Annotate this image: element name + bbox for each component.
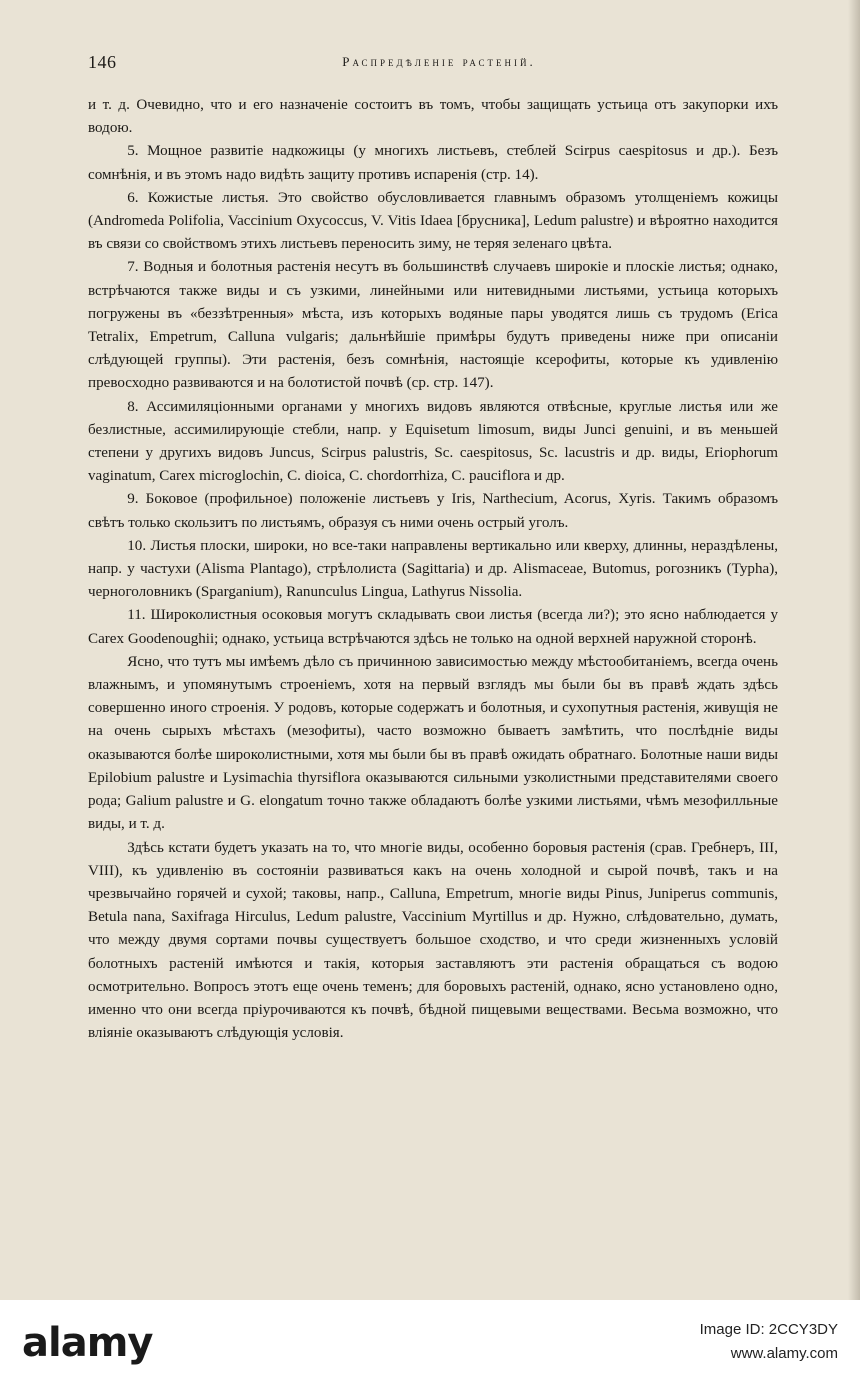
- paragraph-item-9: 9. Боковое (профильное) положеніе листьевъ у Iris, Narthecium, Acorus, Xyris. Такимъ образомъ свѣтъ только скользитъ по листьямъ, образуя съ ними очень острый уголъ.: [88, 491, 779, 531]
- stock-footer: [0, 1300, 860, 1390]
- body-text: [88, 94, 778, 1045]
- page-number: 146: [88, 52, 117, 72]
- alamy-logo: alamy: [22, 1320, 153, 1366]
- paragraph-item-7: 7. Водныя и болотныя растенія несутъ въ большинствѣ случаевъ широкіе и плоскіе листья; однако, встрѣчаются также виды и съ узкими, линейными или нитевидными листьями, устьица которыхъ погружены въ «беззѣтренныя» мѣста, изъ которыхъ водяные пары уводятся лишь съ трудомъ (Erica Tetralix, Empetrum, Calluna vulgaris; дальнѣйшіе примѣры будутъ приведены ниже при описаніи слѣдующей группы). Эти растенія, безъ сомнѣнія, настоящіе ксерофиты, которые къ удивленію превосходно развиваются и на болотистой почвѣ (ср. стр. 147).: [88, 259, 778, 392]
- page-header: [88, 52, 790, 76]
- running-head: Распредѣленіе растеній.: [342, 54, 536, 69]
- paragraph-continuation: и т. д. Очевидно, что и его назначеніе состоитъ въ томъ, чтобы защищать устьица отъ закупорки ихъ водою.: [88, 97, 778, 137]
- paragraph-item-8: 8. Ассимиляціонными органами у многихъ видовъ являются отвѣсные, круглые листья или же безлистные, ассимилирующіе стебли, напр. у Equisetum limosum, виды Junci genuini, и въ меньшей степени у другихъ видовъ Juncus, Scirpus palustris, Sc. caespitosus, Sc. lacustris и др. виды, Eriophorum vaginatum, Carex microglochin, C. dioica, C. chordorrhiza, C. pauciflora и др.: [88, 398, 778, 485]
- paragraph-boreal-plants: Здѣсь кстати будетъ указать на то, что многіе виды, особенно боровыя растенія (срав. Гребнеръ, III, VIII), къ удивленію въ состояніи развиваться какъ на очень холодной и сырой почвѣ, такъ и на чрезвычайно горячей и сухой; таковы, напр., Calluna, Empetrum, многіе виды Pinus, Juniperus communis, Betula nana, Saxifraga Hirculus, Ledum palustre, Vaccinium Myrtillus и др. Нужно, слѣдовательно, думать, что между двумя сортами почвы существуетъ большое сходство, и что среди жизненныхъ условій болотныхъ растеній имѣются и такія, которыя заставляютъ эти растенія обращаться съ водою осмотрительно. Вопросъ этотъ еще очень теменъ; для боровыхъ растеній, однако, ясно установлено одно, именно что они всегда пріурочиваются къ почвѣ, бѣдной пищевыми веществами. Весьма возможно, что вліяніе оказываютъ слѣдующія условія.: [88, 839, 778, 1042]
- paragraph-item-5: 5. Мощное развитіе надкожицы (у многихъ листьевъ, стеблей Scirpus caespitosus и др.). Безъ сомнѣнія, и въ этомъ надо видѣть защиту противъ испаренія (стр. 14).: [88, 143, 778, 183]
- paragraph-item-10: 10. Листья плоски, широки, но все-таки направлены вертикально или кверху, длинны, нераздѣлены, напр. у частухи (Alisma Plantago), стрѣлолиста (Sagittaria) и др. Alismaceae, Butomus, рогозникъ (Typha), черноголовникъ (Sparganium), Ranunculus Lingua, Lathyrus Nissolia.: [88, 537, 778, 601]
- image-id-block: [700, 1318, 838, 1366]
- site-url[interactable]: www.alamy.com: [730, 1345, 838, 1362]
- paragraph-item-11: 11. Широколистныя осоковыя могутъ складывать свои листья (всегда ли?); это ясно наблюдается у Carex Goodenoughii; однако, устьица встрѣчаются здѣсь не только на одной верхней наружной сторонѣ.: [88, 607, 778, 647]
- paragraph-item-6: 6. Кожистые листья. Это свойство обусловливается главнымъ образомъ утолщеніемъ кожицы (Andromeda Polifolia, Vaccinium Oxycoccus, V. Vitis Idaea [брусника], Ledum palustre) и вѣроятно находится въ связи со свойствомъ этихъ листьевъ переносить зиму, не теряя зеленаго цвѣта.: [88, 189, 778, 253]
- paragraph-conclusion: Ясно, что тутъ мы имѣемъ дѣло съ причинною зависимостью между мѣстообитаніемъ, всегда очень влажнымъ, и упомянутымъ строеніемъ, хотя на первый взглядъ мы были бы въ правѣ ждать здѣсь совершенно иного строенія. У родовъ, которые содержатъ и болотныя, и сухопутныя растенія, живущія не на очень сырыхъ мѣстахъ (мезофиты), часто возможно бываетъ замѣтить, что послѣдніе виды оказываются болѣе широколистными, хотя мы были бы въ правѣ ожидать обратнаго. Болотные наши виды Epilobium palustre и Lysimachia thyrsiflora оказываются сильными узколистными представителями своего рода; Galium palustre и G. elongatum точно также обладаютъ болѣе узкими листьями, чѣмъ мезофилльные виды, и т. д.: [88, 653, 778, 833]
- image-id: Image ID: 2CCY3DY: [699, 1321, 838, 1338]
